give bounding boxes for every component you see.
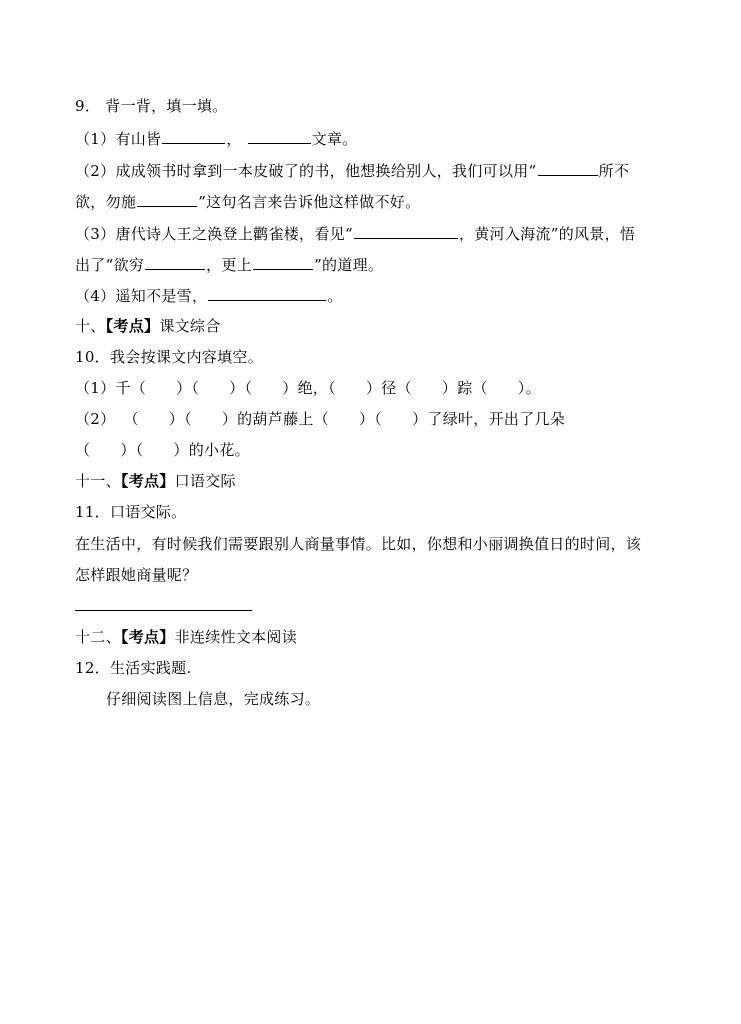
q9-part3-line1: （3）唐代诗人王之涣登上鹳雀楼，看见“ ，黄河入海流”的风景，悟 [75, 225, 636, 243]
q10-part1: （1）千（ ）（ ）（ ）绝，（ ）径（ ）踪（ ）。 [75, 379, 541, 397]
blank[interactable] [253, 254, 313, 270]
section-heading-11: 十一、【考点】口语交际 [75, 472, 236, 490]
q9-part2-line2: 欲，勿施 ”这句名言来告诉他这样做不好。 [75, 193, 421, 211]
q9-part3-line2: 出了“欲穷 ，更上 ”的道理。 [75, 256, 384, 274]
blank[interactable] [137, 191, 197, 207]
blank[interactable] [248, 128, 311, 144]
q12-title: 12．生活实践题. [75, 659, 192, 677]
blank[interactable] [354, 223, 458, 239]
q12-instruction: 仔细阅读图上信息，完成练习。 [106, 690, 321, 708]
q10-part2-line2: （ ）（ ）的小花。 [75, 441, 250, 459]
q10-part2: （2） （ ）（ ）的葫芦藤上（ ）（ ）了绿叶，开出了几朵 [75, 410, 566, 428]
blank[interactable] [162, 128, 225, 144]
q9-part2-line1: （2）成成领书时拿到一本皮破了的书，他想换给别人，我们可以用“ 所不 [75, 162, 630, 180]
blank[interactable] [145, 254, 205, 270]
blank[interactable] [208, 285, 326, 301]
section-heading-12: 十二、【考点】非连续性文本阅读 [75, 628, 298, 646]
q11-title: 11．口语交际。 [75, 503, 187, 521]
blank[interactable] [538, 160, 598, 176]
answer-line[interactable] [75, 610, 252, 611]
q11-prompt-line2: 怎样跟她商量呢？ [75, 566, 198, 584]
q11-prompt-line1: 在生活中，有时候我们需要跟别人商量事情。比如，你想和小丽调换值日的时间，该 [75, 535, 642, 553]
q10-title: 10．我会按课文内容填空。 [75, 348, 263, 366]
section-heading-10: 十、【考点】课文综合 [75, 317, 221, 335]
q9-title: 9． 背一背，填一填。 [75, 97, 228, 115]
q9-part1: （1）有山皆 ， 文章。 [75, 130, 358, 148]
q9-part4: （4）遥知不是雪， 。 [75, 287, 343, 305]
